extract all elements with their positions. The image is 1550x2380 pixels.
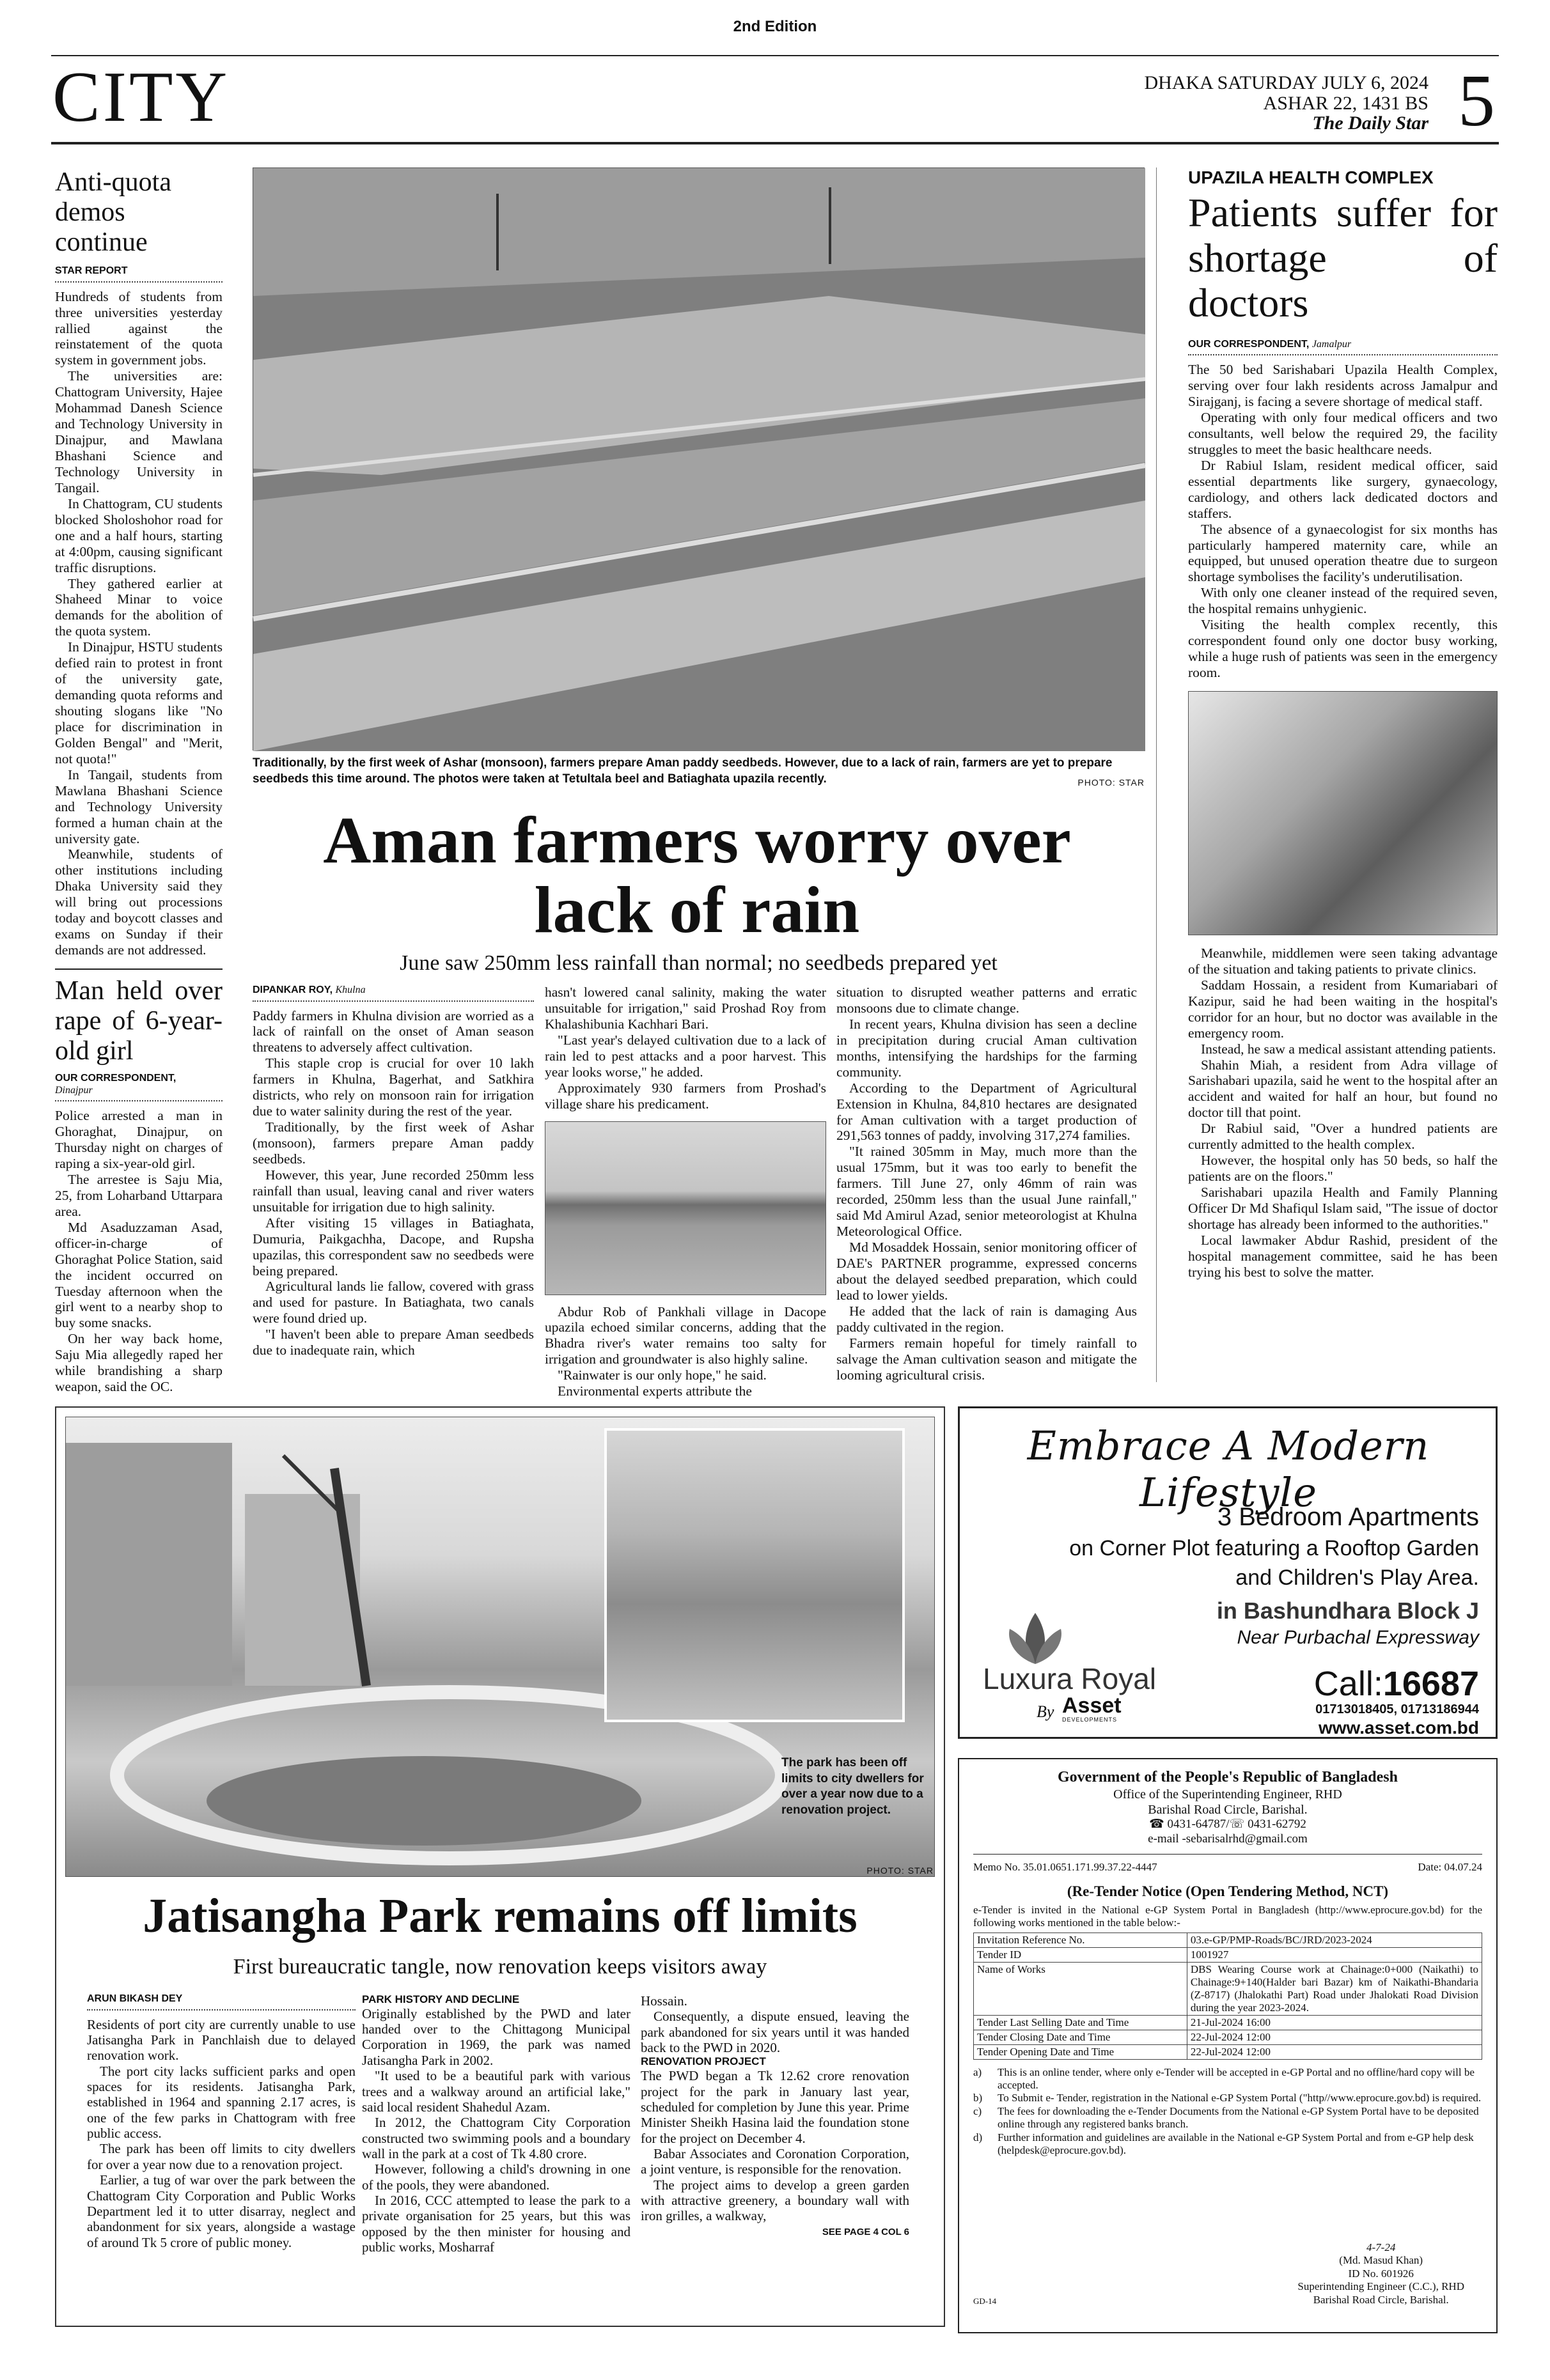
jump-line[interactable]: SEE PAGE 4 COL 6 — [822, 2226, 909, 2237]
signer-id: ID No. 601926 — [1348, 2267, 1414, 2280]
paragraph: In Chattogram, CU students blocked Sholoshohor road for one and a half hours, starting at 4:00pm, causing significant traffic disruptions. — [55, 495, 223, 575]
table-value: 03.e-GP/PMP-Roads/BC/JRD/2023-2024 — [1187, 1933, 1482, 1947]
byline-place: Khulna — [335, 984, 366, 995]
table-row — [974, 2015, 1482, 2030]
edition-label: 2nd Edition — [733, 18, 817, 35]
hospital-ward-photo — [1188, 691, 1498, 935]
paragraph: After visiting 15 villages in Batiaghata, Dumuria, Paikgachha, Dacope, and Rupsha upazilas, this correspondent saw no seedbeds were being prepared. — [253, 1215, 534, 1279]
paragraph: The park has been off limits to city dwellers for over a year now due to a renovation project. — [87, 2141, 356, 2172]
apartment-ad — [958, 1406, 1498, 1739]
right-headline: Patients suffer for shortage of doctors — [1188, 190, 1498, 326]
paragraph: "It rained 305mm in May, much more than the usual 175mm, but it was too early to benefit the farmers. Till June 27, only 46mm of rain was recorded, 250mm less than the usual June rainfall," said Md Amirul Azad, senior meteorologist at Khulna Meteorological Office. — [836, 1144, 1137, 1240]
paper-name: The Daily Star — [1312, 113, 1429, 134]
table-value: 22-Jul-2024 12:00 — [1187, 2044, 1482, 2059]
ad-developer-logo — [1062, 1695, 1122, 1723]
note-item — [973, 2131, 1482, 2158]
paragraph: According to the Department of Agricultural Extension in Khulna, 84,810 hectares are designated for Aman cultivation with a target production of 291,563 tonnes of paddy, involving 317,274 families. — [836, 1080, 1137, 1144]
tender-intro: e-Tender is invited in the National e-GP System Portal in Bangladesh (http://www.eprocure.gov.bd) for the following works mentioned in the table below:- — [973, 1903, 1482, 1929]
note-number: d) — [973, 2131, 983, 2143]
lead-column-3 — [836, 984, 1137, 1386]
paragraph: Meanwhile, students of other institutions including Dhaka University said they will bring out processions today and boycott classes and exams on Sunday if their demands are not addressed. — [55, 846, 223, 958]
table-row — [974, 2044, 1482, 2059]
paragraph: The project aims to develop a green garden with attractive greenery, a boundary wall with iron grilles, a walkway, — [641, 2177, 909, 2224]
note-text: To Submit e- Tender, registration in the National e-GP System Portal ("http//www.eprocure.gov.bd) is required. — [998, 2092, 1482, 2104]
paragraph: Agricultural lands lie fallow, covered with grass and used for pasture. In Batiaghata, two canals were found dried up. — [253, 1279, 534, 1326]
ad-line-1: 3 Bedroom Apartments — [1217, 1503, 1479, 1531]
right-column — [1188, 167, 1498, 1382]
paragraph: Saddam Hossain, a resident from Kumariabari of Kazipur, said he had been waiting in the hospital's corridor for an hour, but no doctor was available in the emergency room. — [1188, 977, 1498, 1041]
kicker: UPAZILA HEALTH COMPLEX — [1188, 167, 1434, 187]
park-photo-credit: PHOTO: STAR — [866, 1865, 934, 1876]
note-text: The fees for downloading the e-Tender Documents from the National e-GP System Portal have to be deposited online through any registered banks branch. — [998, 2104, 1479, 2131]
byline-place: Jamalpur — [1311, 338, 1352, 350]
table-row — [974, 1947, 1482, 1962]
date-line: DHAKA SATURDAY JULY 6, 2024 — [1144, 72, 1429, 93]
paragraph: Shahin Miah, a resident from Adra village of Sarishabari upazila, said he went to the hospital after an accident and waited for half an hour, but found no doctor till that point. — [1188, 1057, 1498, 1121]
table-value: DBS Wearing Course work at Chainage:0+000 (Naikathi) to Chainage:9+140(Halder bari Bazar) km of Naikathi-Bhandaria (Z-8717) (Jhalokathi Part) Road under Jhalokati Road Division during the year 2023-2024. — [1187, 1962, 1482, 2015]
paragraph: On her way back home, Saju Mia allegedly raped her while brandishing a sharp weapon, said the OC. — [55, 1331, 223, 1395]
ad-brand: Luxura Royal — [983, 1662, 1157, 1695]
paragraph: Local lawmaker Abdur Rashid, president of the hospital management committee, said he has been trying his best to solve the matter. — [1188, 1232, 1498, 1280]
signer-office: Barishal Road Circle, Barishal. — [1313, 2293, 1449, 2306]
table-value: 1001927 — [1187, 1947, 1482, 1962]
paragraph: Farmers remain hopeful for timely rainfall to salvage the Aman cultivation season and mitigate the looming agricultural crisis. — [836, 1335, 1137, 1383]
ad-script-title: Embrace A Modern Lifestyle — [1027, 1422, 1430, 1516]
ad-call-number: 16687 — [1382, 1665, 1479, 1703]
bangla-date: ASHAR 22, 1431 BS — [1263, 92, 1429, 114]
paragraph: Approximately 930 farmers from Proshad's village share his predicament. — [545, 1080, 826, 1112]
subhead: RENOVATION PROJECT — [641, 2055, 766, 2068]
lead-deck: June saw 250mm less rainfall than normal; no seedbeds prepared yet — [400, 951, 998, 975]
left-column — [55, 167, 223, 1395]
tender-email: e-mail -sebarisalrhd@gmail.com — [1148, 1832, 1308, 1846]
ad-sub-location: Near Purbachal Expressway — [1237, 1627, 1479, 1648]
table-key: Tender ID — [974, 1947, 1187, 1962]
masthead-top-rule — [51, 55, 1499, 56]
signer-name: (Md. Masud Khan) — [1339, 2254, 1423, 2267]
paragraph: Traditionally, by the first week of Ashar (monsoon), farmers prepare Aman paddy seedbeds. — [253, 1119, 534, 1167]
paragraph: In recent years, Khulna division has seen a decline in precipitation during crucial Aman cultivation months, intensifying the hardships for the farming community. — [836, 1016, 1137, 1080]
paragraph: Visiting the health complex recently, this correspondent found only one doctor busy working, while a huge rush of patients was seen in the emergency room. — [1188, 617, 1498, 680]
tender-circle: Barishal Road Circle, Barishal. — [1148, 1802, 1308, 1817]
ad-line-2: on Corner Plot featuring a Rooftop Garden — [1069, 1536, 1479, 1560]
paragraph: The port city lacks sufficient parks and open spaces for its residents. Jatisangha Park, established in 1964 and spanning 2.17 acres, is one of the few parks in Chattogram with free public access. — [87, 2063, 356, 2142]
table-key: Tender Closing Date and Time — [974, 2030, 1187, 2044]
park-inset-photo — [604, 1428, 905, 1722]
right-column-divider — [1156, 167, 1157, 1382]
paragraph: Environmental experts attribute the — [558, 1383, 752, 1399]
ad-by: By — [1037, 1702, 1054, 1721]
story-byline: STAR REPORT — [55, 265, 223, 283]
table-value: 21-Jul-2024 16:00 — [1187, 2015, 1482, 2030]
subhead: PARK HISTORY AND DECLINE — [362, 1993, 520, 2005]
byline-name: OUR CORRESPONDENT, — [55, 1073, 176, 1084]
park-column-1 — [87, 1993, 356, 2313]
lotus-icon-svg — [997, 1606, 1074, 1670]
page-number: 5 — [1458, 60, 1495, 142]
note-number: b) — [973, 2092, 983, 2104]
lead-byline — [253, 984, 534, 1002]
field-illustration — [253, 168, 1145, 751]
tender-office: Office of the Superintending Engineer, RHD — [1113, 1787, 1342, 1801]
paragraph: "I haven't been able to prepare Aman seedbeds due to inadequate rain, which — [253, 1326, 534, 1358]
paragraph: Police arrested a man in Ghoraghat, Dinajpur, on Thursday night on charges of raping a six-year-old girl. — [55, 1108, 223, 1172]
lotus-logo-icon — [997, 1606, 1074, 1670]
table-row — [974, 1962, 1482, 2015]
tender-memo: Memo No. 35.01.0651.171.99.37.22-4447 — [973, 1861, 1157, 1874]
tender-table — [973, 1933, 1482, 2060]
paragraph: Hundreds of students from three universities yesterday rallied against the reinstatement of the quota system in government jobs. — [55, 288, 223, 368]
table-value: 22-Jul-2024 12:00 — [1187, 2030, 1482, 2044]
ad-call-label: Call: — [1313, 1665, 1383, 1703]
park-byline: ARUN BIKASH DEY — [87, 1993, 356, 2011]
paragraph: Consequently, a dispute ensued, leaving the park abandoned for six years until it was handed back to the PWD in 2020. — [641, 2009, 909, 2056]
paragraph: In 2012, the Chattogram City Corporation constructed two swimming pools and a boundary wall in the park at a cost of Tk 4.80 crore. — [362, 2115, 630, 2161]
paragraph: In 2016, CCC attempted to lease the park to a private organisation for 25 years, but this was opposed by the then minister for housing and public works, Mosharraf — [362, 2193, 630, 2255]
ad-developer: Asset — [1062, 1693, 1122, 1718]
paragraph: Earlier, a tug of war over the park between the Chattogram City Corporation and Public Works Department led it to utter disarray, neglect and abandonment for six years, alongside a wastage of around Tk 5 crore of public money. — [87, 2172, 356, 2250]
park-headline: Jatisangha Park remains off limits — [143, 1889, 857, 1943]
paragraph: In Tangail, students from Mawlana Bhashani Science and Technology University formed a human chain at the university gate. — [55, 766, 223, 846]
paragraph: Abdur Rob of Pankhali village in Dacope upazila echoed similar concerns, adding that the Bhadra river's water remains too salty for irrigation and groundwater is also highly saline. — [545, 1303, 826, 1367]
right-byline — [1188, 339, 1498, 356]
lead-photo-credit: PHOTO: STAR — [1077, 777, 1145, 788]
tender-gd: GD-14 — [973, 2296, 997, 2306]
note-number: a) — [973, 2065, 982, 2078]
paragraph: However, the hospital only has 50 beds, so half the patients are on the floors." — [1188, 1153, 1498, 1185]
paragraph: Dr Rabiul said, "Over a hundred patients are currently admitted to the health complex. — [1188, 1121, 1498, 1153]
paragraph: The universities are: Chattogram University, Hajee Mohammad Danesh Science and Technology University in Dinajpur, and Mawlana Bhashani Science and Technology University in Tangail. — [55, 368, 223, 495]
lead-column-1 — [253, 984, 534, 1386]
paragraph: Sarishabari upazila Health and Family Planning Officer Dr Md Shafiqul Islam said, "The issue of doctor shortage has already been informed to the authorities." — [1188, 1185, 1498, 1232]
tender-memo-line — [973, 1861, 1482, 1874]
paragraph: Operating with only four medical officers and two consultants, well below the required 29, the facility struggles to meet the basic healthcare needs. — [1188, 410, 1498, 457]
table-key: Name of Works — [974, 1962, 1187, 2015]
story-headline: Anti-quota demos continue — [55, 167, 171, 258]
table-key: Invitation Reference No. — [974, 1933, 1187, 1947]
lead-photo-paddy-field — [253, 167, 1145, 751]
story-divider — [55, 968, 223, 970]
tender-phone: ☎ 0431-64787/☏ 0431-62792 — [1149, 1817, 1306, 1831]
tender-notice — [958, 1758, 1498, 2333]
paragraph: Hossain. — [641, 1993, 687, 2009]
lead-photo-dry-field — [545, 1121, 826, 1295]
paragraph: hasn't lowered canal salinity, making the water unsuitable for irrigation," said Proshad Roy from Khalashibunia Kachhari Bari. — [545, 984, 826, 1032]
tender-date: Date: 04.07.24 — [1418, 1861, 1482, 1874]
paragraph: Babar Associates and Coronation Corporation, a joint venture, is responsible for the renovation. — [641, 2145, 909, 2177]
note-text: This is an online tender, where only e-Tender will be accepted in e-GP Portal and no offline/hard copy will be accepted. — [998, 2065, 1475, 2091]
ad-call[interactable] — [1314, 1664, 1479, 1704]
story-headline: Man held over rape of 6-year-old girl — [55, 976, 223, 1066]
table-key: Tender Last Selling Date and Time — [974, 2015, 1187, 2030]
section-title: CITY — [52, 58, 230, 137]
story-body — [55, 1108, 223, 1395]
dateline-block — [1144, 73, 1429, 134]
paragraph: Instead, he saw a medical assistant attending patients. — [1201, 1041, 1496, 1057]
signer-title: Superintending Engineer (C.C.), RHD — [1297, 2280, 1464, 2293]
paragraph: "It used to be a beautiful park with various trees and a walkway around an artificial lake," said local resident Shahedul Azam. — [362, 2068, 630, 2115]
paragraph: The absence of a gynaecologist for six months has particularly hampered maternity care, while an equipped, but unused operation theatre due to surgeon shortage symbolises the facility's underutilisation. — [1188, 521, 1498, 585]
paragraph: Residents of port city are currently unable to use Jatisangha Park in Panchlaish due to delayed renovation work. — [87, 2016, 356, 2064]
tender-header — [973, 1768, 1482, 1846]
park-deck: First bureaucratic tangle, now renovation keeps visitors away — [233, 1955, 767, 1979]
paragraph: However, following a child's drowning in one of the pools, they were abandoned. — [362, 2161, 630, 2193]
note-item — [973, 2092, 1482, 2104]
story-body — [55, 289, 223, 958]
tender-signature — [1297, 2241, 1464, 2306]
paragraph: Dr Rabiul Islam, resident medical officer, said essential departments like surgery, gynaecology, cardiology, and others lack dedicated doctors and staffers. — [1188, 457, 1498, 521]
paragraph: "Last year's delayed cultivation due to a lack of rain led to pest attacks and a poor harvest. This year looks worse," he added. — [545, 1032, 826, 1080]
lead-photo-caption: Traditionally, by the first week of Ashar (monsoon), farmers prepare Aman paddy seedbeds. However, due to a lack of rain, farmers are yet to prepare seedbeds this time around. The photos were taken at Tetultala beel and Batiaghata upazila recently. — [253, 756, 1113, 786]
paragraph: However, this year, June recorded 250mm less rainfall than usual, leaving canal and river waters unsuitable for irrigation due to high salinity. — [253, 1167, 534, 1215]
lead-column-2 — [545, 984, 826, 1399]
tender-notes — [973, 2066, 1482, 2158]
paragraph: Md Mosaddek Hossain, senior monitoring officer of DAE's PARTNER programme, expressed concerns about the delayed seedbed preparation, which could lead to lower yields. — [836, 1240, 1137, 1303]
park-column-3 — [641, 1993, 909, 2313]
byline-name: DIPANKAR ROY, — [253, 984, 333, 995]
ad-line-3: and Children's Play Area. — [1235, 1566, 1479, 1590]
masthead-bottom-rule — [51, 142, 1499, 144]
paragraph: Meanwhile, middlemen were seen taking advantage of the situation and taking patients to private clinics. — [1188, 945, 1498, 977]
paragraph: situation to disrupted weather patterns and erratic monsoons due to climate change. — [836, 984, 1137, 1016]
byline-name: OUR CORRESPONDENT, — [1188, 338, 1310, 350]
paragraph: Md Asaduzzaman Asad, officer-in-charge of Ghoraghat Police Station, said the incident occurred on Tuesday afternoon when the girl went to a nearby shop to buy some snacks. — [55, 1219, 223, 1331]
paragraph: He added that the lack of rain is damaging Aus paddy cultivated in the region. — [836, 1303, 1137, 1335]
signature-date: 4-7-24 — [1366, 2241, 1396, 2254]
paragraph: This staple crop is crucial for over 10 lakh farmers in Khulna, Bagerhat, and Satkhira districts, who rely on monsoon rain for irrigation due to water salinity during the rest of the year. — [253, 1055, 534, 1119]
ad-website[interactable]: www.asset.com.bd — [1318, 1718, 1479, 1738]
story-byline — [55, 1073, 223, 1101]
ad-developer-sub: DEVELOPMENTS — [1062, 1716, 1118, 1723]
paragraph: Originally established by the PWD and later handed over to the Chittagong Municipal Corporation in 1969, the park was named Jatisangha Park in 2002. — [362, 2005, 630, 2068]
byline-place: Dinajpur — [55, 1084, 93, 1096]
tender-title: (Re-Tender Notice (Open Tendering Method, NCT) — [1067, 1883, 1389, 1899]
paragraph: In Dinajpur, HSTU students defied rain to protest in front of the university gate, demanding quota reforms and shouting slogans like "No place for discrimination in Golden Bengal" and "Merit, not quota!" — [55, 639, 223, 766]
paragraph: "Rainwater is our only hope," he said. — [558, 1367, 767, 1383]
tender-gov: Government of the People's Republic of Bangladesh — [1058, 1769, 1398, 1785]
note-item — [973, 2066, 1482, 2092]
park-column-2 — [362, 1993, 630, 2313]
ad-phones: 01713018405, 01713186944 — [1315, 1702, 1479, 1716]
note-item — [973, 2105, 1482, 2131]
table-key: Tender Opening Date and Time — [974, 2044, 1187, 2059]
lead-headline: Aman farmers worry over lack of rain — [323, 804, 1071, 947]
park-photo-caption: The park has been off limits to city dwellers for over a year now due to a renovation project. — [781, 1756, 924, 1817]
ad-location: in Bashundhara Block J — [1216, 1598, 1479, 1624]
paragraph: With only one cleaner instead of the required seven, the hospital remains unhygienic. — [1188, 585, 1498, 617]
paragraph: The PWD began a Tk 12.62 crore renovation project for the park in January last year, scheduled for completion by June this year. Prime Minister Sheikh Hasina laid the foundation stone for the project on December 4. — [641, 2068, 909, 2146]
note-text: Further information and guidelines are available in the National e-GP System Portal and from e-GP help desk (helpdesk@eprocure.gov.bd). — [998, 2131, 1474, 2156]
table-row — [974, 1933, 1482, 1947]
note-number: c) — [973, 2104, 982, 2117]
table-row — [974, 2030, 1482, 2044]
paragraph: The 50 bed Sarishabari Upazila Health Complex, serving over four lakh residents across Jamalpur and Sirajganj, is facing a severe shortage of medical staff. — [1188, 362, 1498, 410]
paragraph: Paddy farmers in Khulna division are worried as a lack of rainfall on the onset of Aman season threatens to adversely affect cultivation. — [253, 1007, 534, 1055]
paragraph: The arrestee is Saju Mia, 25, from Loharband Uttarpara area. — [55, 1171, 223, 1219]
paragraph: They gathered earlier at Shaheed Minar to voice demands for the abolition of the quota system. — [55, 575, 223, 639]
tender-rule — [973, 1854, 1482, 1855]
